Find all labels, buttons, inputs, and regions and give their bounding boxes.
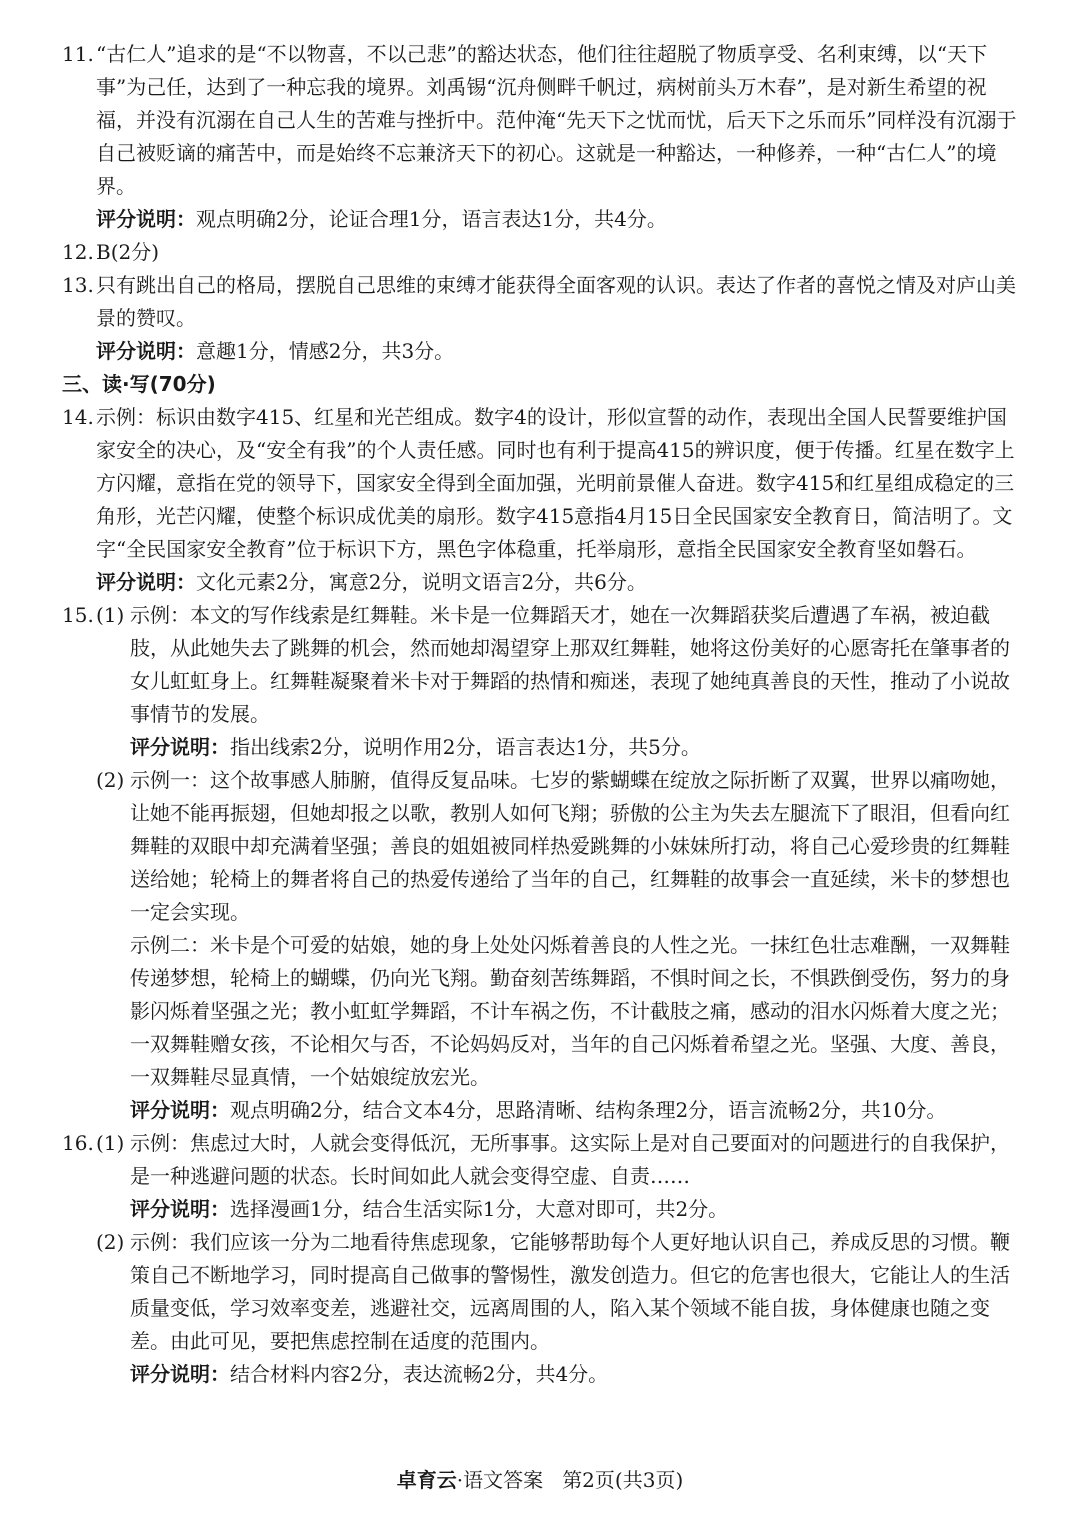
footer-brand: 卓育云 [396,1468,457,1492]
scoring-text: 指出线索2分，说明作用2分，语言表达1分，共5分。 [230,735,701,759]
scoring-label: 评分说明： [96,339,196,363]
scoring-note [62,1193,1018,1226]
answer-text: 示例：我们应该一分为二地看待焦虑现象，它能够帮助每个人更好地认识自己，养成反思的习惯。鞭策自己不断地学习，同时提高自己做事的警惕性，激发创造力。但它的危害也很大，它能让人的生活质量变低，学习效率变差，逃避社交，远离周围的人，陷入某个领域不能自拔，身体健康也随之变差。由此可见，要把焦虑控制在适度的范围内。 [130,1230,1010,1353]
scoring-text: 观点明确2分，结合文本4分，思路清晰、结构条理2分，语言流畅2分，共10分。 [230,1098,947,1122]
question-14 [62,401,1018,566]
question-number: 15. [62,603,94,627]
question-12 [62,236,1018,269]
answer-text: “古仁人”追求的是“不以物喜，不以己悲”的豁达状态，他们往往超脱了物质享受、名利束缚，以“天下事”为己任，达到了一种忘我的境界。刘禹锡“沉舟侧畔千帆过，病树前头万木春”，是对新生希望的祝福，并没有沉溺在自己人生的苦难与挫折中。范仲淹“先天下之忧而忧，后天下之乐而乐”同样没有沉溺于自己被贬谪的痛苦中，而是始终不忘兼济天下的初心。这就是一种豁达，一种修养，一种“古仁人”的境界。 [96,42,1017,198]
scoring-text: 观点明确2分，论证合理1分，语言表达1分，共4分。 [196,207,667,231]
question-number: 16. [62,1131,94,1155]
footer-subject: ·语文答案 [456,1468,544,1492]
scoring-note [62,566,1018,599]
answer-text: B(2分) [96,240,160,264]
scoring-label: 评分说明： [130,1362,230,1386]
section-heading: 三、读·写(70分) [62,372,216,396]
scoring-note [62,203,1018,236]
sub-question-number: (1) [96,1131,125,1155]
footer-page-number: 第2页(共3页) [562,1468,684,1492]
scoring-text: 选择漫画1分，结合生活实际1分，大意对即可，共2分。 [230,1197,729,1221]
question-number: 12. [62,240,94,264]
scoring-label: 评分说明： [130,1098,230,1122]
scoring-label: 评分说明： [130,1197,230,1221]
page-footer [0,1464,1080,1493]
sub-question-number: (2) [96,768,125,792]
scoring-label: 评分说明： [96,207,196,231]
sub-question-1 [62,1127,1018,1193]
answer-content [62,38,1018,1391]
answer-text: 示例一：这个故事感人肺腑，值得反复品味。七岁的紫蝴蝶在绽放之际折断了双翼，世界以痛吻她，让她不能再振翅，但她却报之以歌，教别人如何飞翔；骄傲的公主为失去左腿流下了眼泪，但看向红舞鞋的双眼中却充满着坚强；善良的姐姐被同样热爱跳舞的小妹妹所打动，将自己心爱珍贵的红舞鞋送给她；轮椅上的舞者将自己的热爱传递给了当年的自己，红舞鞋的故事会一直延续，米卡的梦想也一定会实现。 [130,768,1010,924]
sub-question-number: (2) [96,1230,125,1254]
answer-example-2: 示例二：米卡是个可爱的姑娘，她的身上处处闪烁着善良的人性之光。一抹红色壮志难酬，一双舞鞋传递梦想，轮椅上的蝴蝶，仍向光飞翔。勤奋刻苦练舞蹈，不惧时间之长，不惧跌倒受伤，努力的身影闪烁着坚强之光；教小虹虹学舞蹈，不计车祸之伤，不计截肢之痛，感动的泪水闪烁着大度之光；一双舞鞋赠女孩，不论相欠与否，不论妈妈反对，当年的自己闪烁着希望之光。坚强、大度、善良，一双舞鞋尽显真情，一个姑娘绽放宏光。 [130,933,1010,1089]
scoring-text: 结合材料内容2分，表达流畅2分，共4分。 [230,1362,609,1386]
scoring-text: 文化元素2分，寓意2分，说明文语言2分，共6分。 [196,570,647,594]
scoring-note [62,1358,1018,1391]
scoring-note [62,1094,1018,1127]
scoring-label: 评分说明： [130,735,230,759]
scoring-note [62,335,1018,368]
sub-question-2 [62,1226,1018,1358]
answer-text: 示例：本文的写作线索是红舞鞋。米卡是一位舞蹈天才，她在一次舞蹈获奖后遭遇了车祸，被迫截肢，从此她失去了跳舞的机会，然而她却渴望穿上那双红舞鞋，她将这份美好的心愿寄托在肇事者的女儿虹虹身上。红舞鞋凝聚着米卡对于舞蹈的热情和痴迷，表现了她纯真善良的天性，推动了小说故事情节的发展。 [130,603,1010,726]
answer-text: 只有跳出自己的格局，摆脱自己思维的束缚才能获得全面客观的认识。表达了作者的喜悦之情及对庐山美景的赞叹。 [96,273,1016,330]
question-number: 13. [62,273,94,297]
question-16 [62,1127,1018,1193]
question-number: 11. [62,42,94,66]
answer-text: 示例：标识由数字415、红星和光芒组成。数字4的设计，形似宣誓的动作，表现出全国人民誓要维护国家安全的决心，及“安全有我”的个人责任感。同时也有利于提高415的辨识度，便于传播。红星在数字上方闪耀，意指在党的领导下，国家安全得到全面加强，光明前景催人奋进。数字415和红星组成稳定的三角形，光芒闪耀，使整个标识成优美的扇形。数字415意指4月15日全民国家安全教育日，简洁明了。文字“全民国家安全教育”位于标识下方，黑色字体稳重，托举扇形，意指全民国家安全教育坚如磐石。 [96,405,1015,561]
sub-question-number: (1) [96,603,125,627]
question-11 [62,38,1018,203]
answer-text: 示例：焦虑过大时，人就会变得低沉，无所事事。这实际上是对自己要面对的问题进行的自我保护，是一种逃避问题的状态。长时间如此人就会变得空虚、自责…… [130,1131,1010,1188]
scoring-label: 评分说明： [96,570,196,594]
scoring-text: 意趣1分，情感2分，共3分。 [196,339,455,363]
question-15 [62,599,1018,731]
sub-question-2 [62,764,1018,929]
sub-question-1 [62,599,1018,731]
question-number: 14. [62,405,94,429]
scoring-note [62,731,1018,764]
question-13 [62,269,1018,335]
